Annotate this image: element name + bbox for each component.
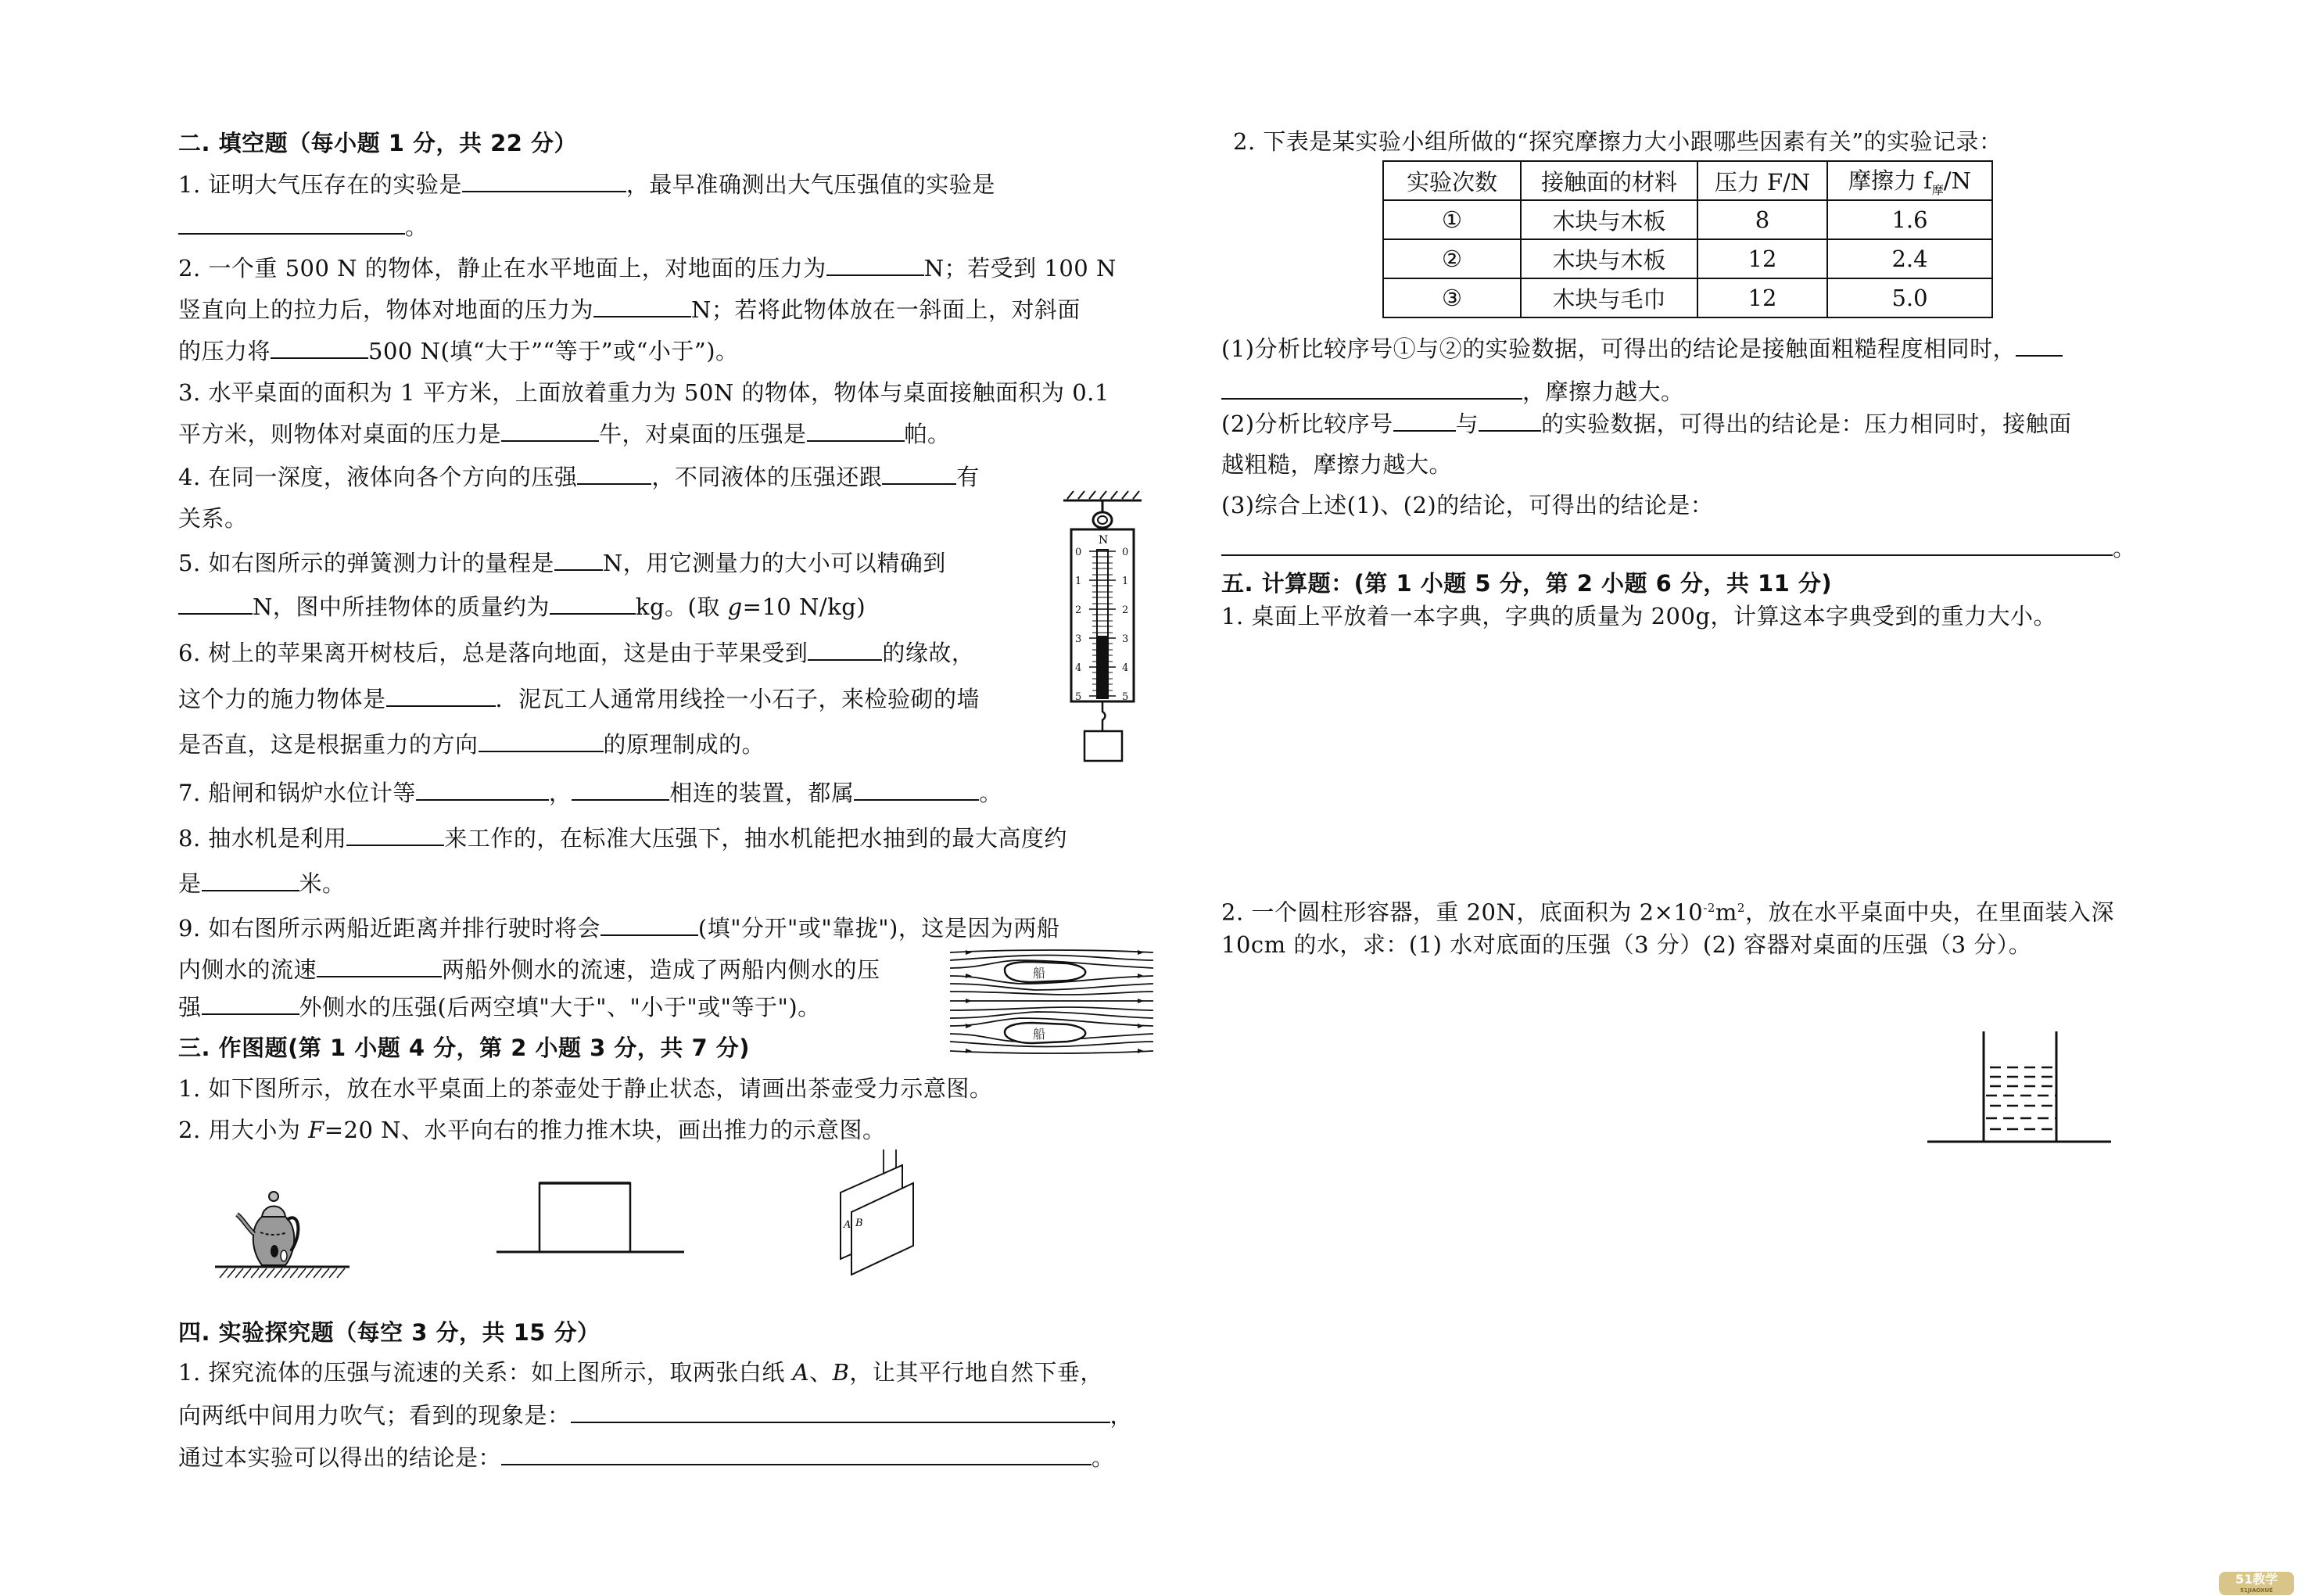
table-cell: 木块与木板 — [1521, 239, 1697, 278]
text: 向两纸中间用力吹气；看到的现象是： — [178, 1402, 571, 1429]
table-cell: 5.0 — [1827, 278, 1992, 317]
q4-2-part1-line1 — [1221, 335, 2063, 363]
text: 的缘故， — [882, 640, 975, 666]
section-2-heading: 二. 填空题（每小题 1 分，共 22 分） — [178, 130, 578, 156]
text: 米。 — [299, 870, 346, 897]
text: 500 N(填“大于”“等于”或“小于”)。 — [368, 338, 739, 364]
q2-8-line2 — [178, 870, 346, 898]
q2-1-text-a: 1. 证明大气压存在的实验是 — [178, 171, 462, 198]
text: 2. 一个圆柱形容器，重 20N，底面积为 2×10 — [1221, 898, 1704, 926]
teapot-figure — [215, 1179, 352, 1289]
section-4-heading: 四. 实验探究题（每空 3 分，共 15 分） — [178, 1319, 600, 1346]
q4-1-line2 — [178, 1401, 1133, 1429]
answer-blank[interactable] — [808, 639, 882, 661]
q3-1: 1. 如下图所示，放在水平桌面上的茶壶处于静止状态，请画出茶壶受力示意图。 — [178, 1075, 993, 1102]
text: 摩擦力 f — [1848, 167, 1932, 195]
paper-label-B: B — [855, 1218, 863, 1229]
text: 8. 抽水机是利用 — [178, 825, 347, 852]
q5-2-line1 — [1221, 894, 2114, 927]
answer-blank[interactable] — [178, 593, 253, 615]
svg-text:5: 5 — [1122, 691, 1129, 703]
answer-blank[interactable] — [1221, 534, 2113, 556]
variable-g: g — [727, 594, 743, 620]
boat-label: 船 — [1033, 966, 1046, 981]
text: 7. 船闸和锅炉水位计等 — [178, 780, 416, 806]
q2-5-line1 — [178, 549, 946, 577]
answer-blank[interactable] — [577, 463, 651, 485]
svg-text:2: 2 — [1075, 604, 1082, 616]
q2-9-line2 — [178, 956, 880, 984]
table-header — [1827, 161, 1992, 200]
table-header: 实验次数 — [1383, 161, 1521, 200]
answer-blank[interactable] — [178, 213, 405, 235]
table-header — [1697, 161, 1827, 200]
text: 9. 如右图所示两船近距离并排行驶时将会 — [178, 915, 600, 941]
table-row — [1383, 278, 1992, 317]
table-cell: 2.4 — [1827, 239, 1992, 278]
text: 2. 用大小为 — [178, 1117, 309, 1143]
text: 这个力的施力物体是 — [178, 686, 386, 712]
q2-1-text-c: 。 — [405, 213, 428, 240]
table-row — [1383, 239, 1992, 278]
answer-blank[interactable] — [1479, 410, 1541, 432]
text: m — [1715, 898, 1737, 926]
text: 是否直，这是根据重力的方向 — [178, 731, 479, 758]
q5-2-line2: 10cm 的水，求：(1) 水对底面的压强（3 分）(2) 容器对桌面的压强（3 分）。 — [1221, 931, 2032, 958]
text: 两船外侧水的流速，造成了两船内侧水的压 — [442, 956, 880, 983]
table-cell: 12 — [1697, 278, 1827, 317]
q2-5-line2 — [178, 593, 866, 621]
text: ．泥瓦工人通常用线拴一小石子，来检验砌的墙 — [495, 686, 980, 712]
text: 来工作的，在标准大压强下，抽水机能把水抽到的最大高度约 — [444, 825, 1067, 852]
block-figure — [496, 1181, 684, 1255]
text: 通过本实验可以得出的结论是： — [178, 1444, 502, 1471]
table-cell: ① — [1383, 200, 1521, 239]
answer-blank[interactable] — [2016, 335, 2063, 357]
answer-blank[interactable] — [202, 993, 299, 1015]
text: 帕。 — [904, 421, 951, 447]
svg-text:3: 3 — [1075, 633, 1082, 645]
text: 内侧水的流速 — [178, 956, 317, 983]
paper-sheets-figure — [837, 1149, 977, 1282]
text: ， — [1109, 1402, 1134, 1429]
text: 与 — [1455, 411, 1479, 437]
text: 外侧水的压强(后两空填"大于"、"小于"或"等于")。 — [299, 994, 821, 1020]
watermark-text: 51教学 — [2235, 1572, 2278, 1587]
friction-record-table — [1382, 160, 1993, 318]
answer-blank[interactable] — [571, 1401, 1110, 1423]
answer-blank[interactable] — [854, 779, 979, 801]
q4-2-part2-line1 — [1221, 410, 2072, 438]
q2-2-line2 — [178, 296, 1081, 324]
table-header: 接触面的材料 — [1521, 161, 1697, 200]
text: 。 — [979, 780, 1002, 806]
q2-7 — [178, 779, 1002, 807]
text: ，让其平行地自然下垂， — [849, 1359, 1103, 1386]
answer-blank[interactable] — [501, 1444, 1092, 1465]
label-A: A — [792, 1359, 810, 1386]
table-cell: 木块与毛巾 — [1521, 278, 1697, 317]
q2-1 — [178, 170, 995, 199]
text: =20 N、水平向右的推力推木块，画出推力的示意图。 — [324, 1117, 886, 1143]
q3-2 — [178, 1116, 886, 1144]
text: 强 — [178, 994, 202, 1020]
q2-2-line1 — [178, 254, 1117, 282]
text: ，摩擦力越大。 — [1522, 378, 1684, 405]
svg-text:0: 0 — [1122, 547, 1129, 558]
q2-6-line2 — [178, 685, 980, 713]
svg-text:2: 2 — [1122, 604, 1129, 616]
q2-1-text-b: ，最早准确测出大气压强值的实验是 — [626, 171, 995, 198]
text: kg。(取 — [635, 594, 728, 620]
text: /N — [1943, 167, 1972, 195]
q5-1: 1. 桌面上平放着一本字典，字典的质量为 200g，计算这本字典受到的重力大小。 — [1221, 603, 2057, 629]
answer-blank[interactable] — [882, 463, 956, 485]
paper-label-A: A — [844, 1219, 851, 1231]
text: N；若受到 100 N — [923, 255, 1117, 282]
q4-2-part3-answer — [1221, 534, 2136, 562]
text: =10 N/kg) — [742, 594, 866, 620]
answer-blank[interactable] — [554, 549, 603, 571]
svg-text:4: 4 — [1075, 662, 1082, 674]
answer-blank[interactable] — [550, 593, 636, 615]
text: (1)分析比较序号①与②的实验数据，可得出的结论是接触面粗糙程度相同时， — [1221, 335, 2016, 362]
q4-2-part1-line2 — [1221, 378, 1684, 406]
text: 压力 F/N — [1714, 168, 1811, 195]
answer-blank[interactable] — [1393, 410, 1456, 432]
q2-4-line1 — [178, 463, 980, 491]
boat-label: 船 — [1033, 1027, 1046, 1042]
answer-blank[interactable] — [386, 685, 496, 707]
text: 有 — [956, 464, 980, 490]
text: 6. 树上的苹果离开树枝后，总是落向地面，这是由于苹果受到 — [178, 640, 808, 666]
text: 1. 探究流体的压强与流速的关系：如上图所示，取两张白纸 — [178, 1359, 793, 1386]
answer-blank[interactable] — [416, 779, 549, 801]
answer-blank[interactable] — [807, 420, 905, 442]
superscript: 2 — [1737, 901, 1745, 915]
q2-6-line1 — [178, 639, 974, 667]
q2-6-line3 — [178, 730, 765, 759]
q4-2-part2-line2: 越粗糙，摩擦力越大。 — [1221, 451, 1453, 478]
q4-2-part3: (3)综合上述(1)、(2)的结论，可得出的结论是： — [1221, 492, 1714, 518]
q2-4-line2: 关系。 — [178, 505, 248, 532]
q2-3-line2 — [178, 420, 951, 448]
answer-blank[interactable] — [479, 730, 604, 752]
svg-text:1: 1 — [1122, 576, 1129, 587]
svg-text:4: 4 — [1122, 662, 1129, 674]
answer-blank[interactable] — [572, 779, 669, 801]
q4-1-line1 — [178, 1358, 1103, 1386]
answer-blank[interactable] — [501, 420, 599, 442]
table-cell: 木块与木板 — [1521, 200, 1697, 239]
table-cell: ② — [1383, 239, 1521, 278]
text: N，图中所挂物体的质量约为 — [253, 594, 550, 620]
table-cell: 1.6 — [1827, 200, 1992, 239]
subscript: 摩 — [1931, 182, 1944, 197]
q2-1-cont — [178, 213, 428, 241]
water-container-figure — [1927, 1028, 2115, 1146]
table-cell: 12 — [1697, 239, 1827, 278]
text: 2. 一个重 500 N 的物体，静止在水平地面上，对地面的压力为 — [178, 255, 826, 282]
answer-blank[interactable] — [600, 914, 698, 936]
answer-blank[interactable] — [346, 824, 444, 846]
text: ， — [548, 780, 572, 806]
text: 是 — [178, 870, 202, 897]
text: 5. 如右图所示的弹簧测力计的量程是 — [178, 550, 554, 576]
text: 平方米，则物体对桌面的压力是 — [178, 421, 502, 447]
watermark-logo — [2219, 1572, 2294, 1595]
answer-blank[interactable] — [593, 296, 691, 317]
svg-text:0: 0 — [1075, 547, 1082, 558]
text: 的原理制成的。 — [603, 731, 765, 758]
text: 竖直向上的拉力后，物体对地面的压力为 — [178, 296, 594, 323]
text: (填"分开"或"靠拢")，这是因为两船 — [697, 915, 1060, 941]
svg-text:5: 5 — [1075, 691, 1082, 703]
answer-blank[interactable] — [202, 870, 299, 891]
spring-scale-figure — [1059, 489, 1145, 762]
text: 的压力将 — [178, 338, 271, 364]
text: 4. 在同一深度，液体向各个方向的压强 — [178, 464, 578, 490]
q2-8-line1 — [178, 824, 1067, 852]
label-B: B — [832, 1359, 850, 1386]
text: 。 — [1092, 1444, 1115, 1471]
answer-blank[interactable] — [462, 170, 626, 192]
text: ，不同液体的压强还跟 — [651, 464, 883, 490]
answer-blank[interactable] — [271, 337, 368, 359]
section-3-heading: 三. 作图题(第 1 小题 4 分，第 2 小题 3 分，共 7 分) — [178, 1035, 750, 1061]
text: (2)分析比较序号 — [1221, 411, 1393, 437]
section-5-heading: 五. 计算题：(第 1 小题 5 分，第 2 小题 6 分，共 11 分) — [1221, 570, 1833, 597]
text: N，用它测量力的大小可以精确到 — [602, 550, 946, 576]
answer-blank[interactable] — [1221, 378, 1522, 400]
text: 的实验数据，可得出的结论是：压力相同时，接触面 — [1541, 411, 2072, 437]
q4-2-intro: 2. 下表是某实验小组所做的“探究摩擦力大小跟哪些因素有关”的实验记录： — [1233, 128, 2002, 155]
table-row — [1383, 200, 1992, 239]
boats-streamline-figure — [950, 946, 1153, 1060]
watermark-subtext: 51JIAOXUE — [2240, 1587, 2273, 1594]
table-cell: ③ — [1383, 278, 1521, 317]
text: 。 — [2113, 535, 2136, 561]
q2-2-line3 — [178, 337, 739, 365]
text: 、 — [809, 1359, 833, 1386]
unit-label: N — [1099, 534, 1109, 547]
superscript: -2 — [1703, 901, 1715, 915]
text: 牛，对桌面的压强是 — [599, 421, 807, 447]
variable-F: F — [308, 1117, 324, 1143]
svg-text:1: 1 — [1075, 576, 1082, 587]
q2-9-line3 — [178, 993, 821, 1021]
answer-blank[interactable] — [317, 956, 442, 977]
text: 相连的装置，都属 — [669, 780, 855, 806]
text: ，放在水平桌面中央，在里面装入深 — [1744, 898, 2114, 926]
table-cell: 8 — [1697, 200, 1827, 239]
q4-1-line3 — [178, 1444, 1115, 1472]
table-header-row — [1383, 161, 1992, 200]
svg-text:3: 3 — [1122, 633, 1129, 645]
q2-9-line1 — [178, 914, 1059, 942]
answer-blank[interactable] — [826, 254, 924, 276]
text: N；若将此物体放在一斜面上，对斜面 — [691, 296, 1081, 323]
q2-3-line1: 3. 水平桌面的面积为 1 平方米，上面放着重力为 50N 的物体，物体与桌面接触面积为 0.1 — [178, 379, 1109, 406]
